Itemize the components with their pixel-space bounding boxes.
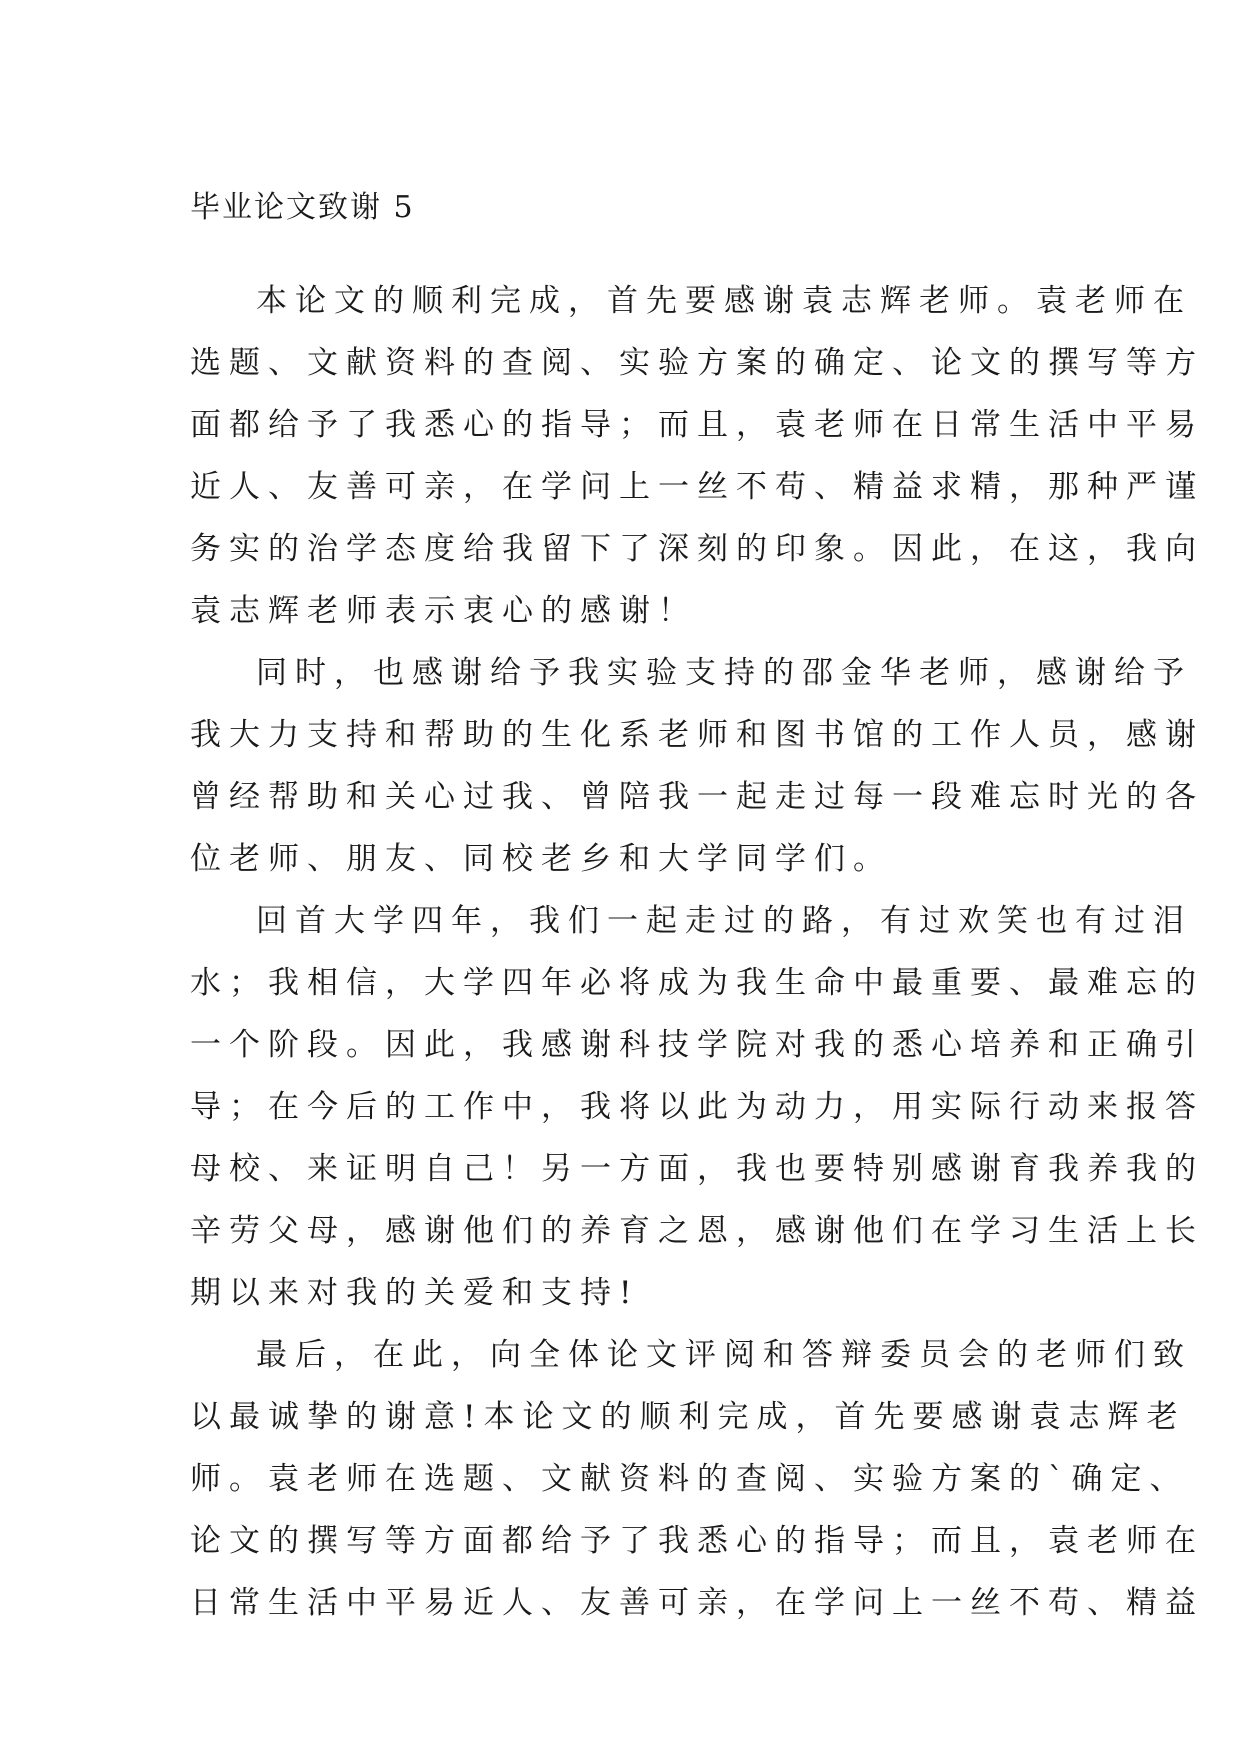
text-line: 论文的撰写等方面都给予了我悉心的指导；而且，袁老师在 [190,1523,1204,1559]
text-line: 辛劳父母，感谢他们的养育之恩，感谢他们在学习生活上长 [190,1213,1204,1249]
text-line: 位老师、朋友、同校老乡和大学同学们。 [190,841,892,877]
text-line: 袁志辉老师表示衷心的感谢！ [190,593,697,629]
paragraph [190,1324,1204,1634]
text-line: 师。袁老师在选题、文献资料的查阅、实验方案的`确定、 [190,1461,1189,1497]
text-line: 以最诚挚的谢意!本论文的顺利完成，首先要感谢袁志辉老 [190,1399,1186,1435]
text-line: 同时，也感谢给予我实验支持的邵金华老师，感谢给予 [256,655,1192,691]
text-line: 面都给予了我悉心的指导；而且，袁老师在日常生活中平易 [190,407,1204,443]
text-line: 近人、友善可亲，在学问上一丝不苟、精益求精，那种严谨 [190,469,1204,505]
text-line: 水；我相信，大学四年必将成为我生命中最重要、最难忘的 [190,965,1204,1001]
text-line: 本论文的顺利完成，首先要感谢袁志辉老师。袁老师在 [256,283,1192,319]
paragraph [190,890,1204,1324]
text-line: 一个阶段。因此，我感谢科技学院对我的悉心培养和正确引 [190,1027,1204,1063]
text-line: 母校、来证明自己！另一方面，我也要特别感谢育我养我的 [190,1151,1204,1187]
text-line: 最后，在此，向全体论文评阅和答辩委员会的老师们致 [256,1337,1192,1373]
document-title: 毕业论文致谢 5 [190,190,415,225]
text-line: 期以来对我的关爱和支持! [190,1275,640,1311]
text-line: 曾经帮助和关心过我、曾陪我一起走过每一段难忘时光的各 [190,779,1204,815]
text-line: 导；在今后的工作中，我将以此为动力，用实际行动来报答 [190,1089,1204,1125]
text-line: 选题、文献资料的查阅、实验方案的确定、论文的撰写等方 [190,345,1204,381]
paragraph [190,270,1204,642]
text-line: 回首大学四年，我们一起走过的路，有过欢笑也有过泪 [256,903,1192,939]
text-line: 日常生活中平易近人、友善可亲，在学问上一丝不苟、精益 [190,1585,1204,1621]
paragraph [190,642,1204,890]
document-body [190,270,1204,1634]
text-line: 务实的治学态度给我留下了深刻的印象。因此，在这，我向 [190,531,1204,567]
text-line: 我大力支持和帮助的生化系老师和图书馆的工作人员，感谢 [190,717,1204,753]
